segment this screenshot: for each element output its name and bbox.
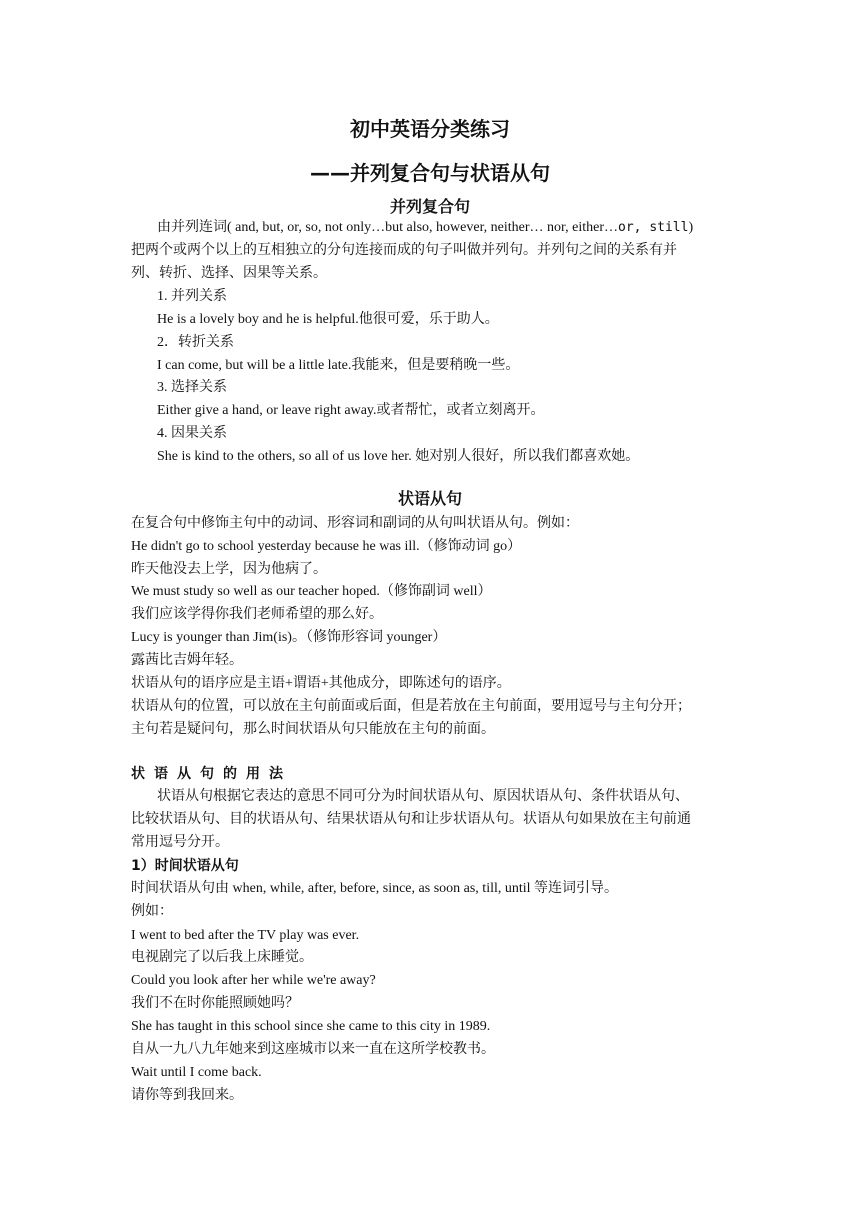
usage-para-line-2: 比较状语从句、目的状语从句、结果状语从句和让步状语从句。状语从句如果放在主句前通 bbox=[131, 812, 691, 827]
intro-line-3: 列、转折、选择、因果等关系。 bbox=[131, 266, 327, 281]
adverbial-line: 在复合句中修饰主句中的动词、形容词和副词的从句叫状语从句。例如： bbox=[131, 516, 579, 531]
example-zh: 自从一九八九年她来到这座城市以来一直在这所学校教书。 bbox=[131, 1042, 495, 1057]
intro-line-2: 把两个或两个以上的互相独立的分句连接而成的句子叫做并列句。并列句之间的关系有并 bbox=[131, 243, 677, 258]
relation-example-3: Either give a hand, or leave right away.或者帮忙，或者立刻离开。 bbox=[157, 403, 545, 418]
intro-line-1 bbox=[157, 218, 693, 238]
adverbial-line: 昨天他没去上学，因为他病了。 bbox=[131, 562, 327, 577]
relation-label-3: 3. 选择关系 bbox=[157, 380, 227, 395]
usage-heading: 状语从句的用法 bbox=[131, 766, 292, 782]
adverbial-line: 露茜比吉姆年轻。 bbox=[131, 653, 243, 668]
section-heading-coordinate: 并列复合句 bbox=[389, 197, 470, 216]
relation-example-4: She is kind to the others, so all of us love her. 她对别人很好，所以我们都喜欢她。 bbox=[157, 449, 640, 464]
adverbial-line: 状语从句的位置，可以放在主句前面或后面，但是若放在主句前面，要用逗号与主句分开； bbox=[131, 699, 691, 714]
intro-line-1-mono: or, still bbox=[618, 220, 689, 235]
example-en: Wait until I come back. bbox=[131, 1065, 262, 1080]
adverbial-line: 状语从句的语序应是主语+谓语+其他成分，即陈述句的语序。 bbox=[131, 676, 511, 691]
example-zh: 请你等到我回来。 bbox=[131, 1088, 243, 1103]
document-subtitle: ——并列复合句与状语从句 bbox=[310, 161, 550, 185]
example-en: Could you look after her while we're away? bbox=[131, 973, 376, 988]
intro-line-1-text: 由并列连词( and, but, or, so, not only…but also, however, neither… nor, either… bbox=[157, 220, 619, 235]
adverbial-line: He didn't go to school yesterday because he was ill.（修饰动词 go） bbox=[131, 539, 522, 554]
example-en: I went to bed after the TV play was ever. bbox=[131, 928, 360, 943]
document-title: 初中英语分类练习 bbox=[350, 117, 510, 141]
intro-line-1-end: ) bbox=[688, 220, 694, 235]
relation-label-2: 2．转折关系 bbox=[157, 335, 234, 350]
relation-example-2: I can come, but will be a little late.我能来，但是要稍晚一些。 bbox=[157, 358, 520, 373]
adverbial-line: We must study so well as our teacher hoped.（修饰副词 well） bbox=[131, 584, 492, 599]
usage-para-line-3: 常用逗号分开。 bbox=[131, 835, 229, 850]
time-clause-heading: 1）时间状语从句 bbox=[131, 858, 239, 874]
relation-label-1: 1. 并列关系 bbox=[157, 289, 227, 304]
time-clause-desc: 时间状语从句由 when, while, after, before, since, as soon as, till, until 等连词引导。 bbox=[131, 881, 619, 896]
adverbial-line: 主句若是疑问句，那么时间状语从句只能放在主句的前面。 bbox=[131, 722, 495, 737]
relation-label-4: 4. 因果关系 bbox=[157, 426, 227, 441]
example-label: 例如： bbox=[131, 904, 173, 919]
section-heading-adverbial: 状语从句 bbox=[397, 489, 462, 508]
adverbial-line: Lucy is younger than Jim(is)。（修饰形容词 younger） bbox=[131, 630, 447, 645]
example-zh: 我们不在时你能照顾她吗？ bbox=[131, 996, 299, 1011]
example-zh: 电视剧完了以后我上床睡觉。 bbox=[131, 950, 313, 965]
example-en: She has taught in this school since she came to this city in 1989. bbox=[131, 1019, 491, 1034]
usage-para-line-1: 状语从句根据它表达的意思不同可分为时间状语从句、原因状语从句、条件状语从句、 bbox=[157, 789, 689, 804]
relation-example-1: He is a lovely boy and he is helpful.他很可爱，乐于助人。 bbox=[157, 312, 499, 327]
adverbial-line: 我们应该学得你我们老师希望的那么好。 bbox=[131, 607, 383, 622]
